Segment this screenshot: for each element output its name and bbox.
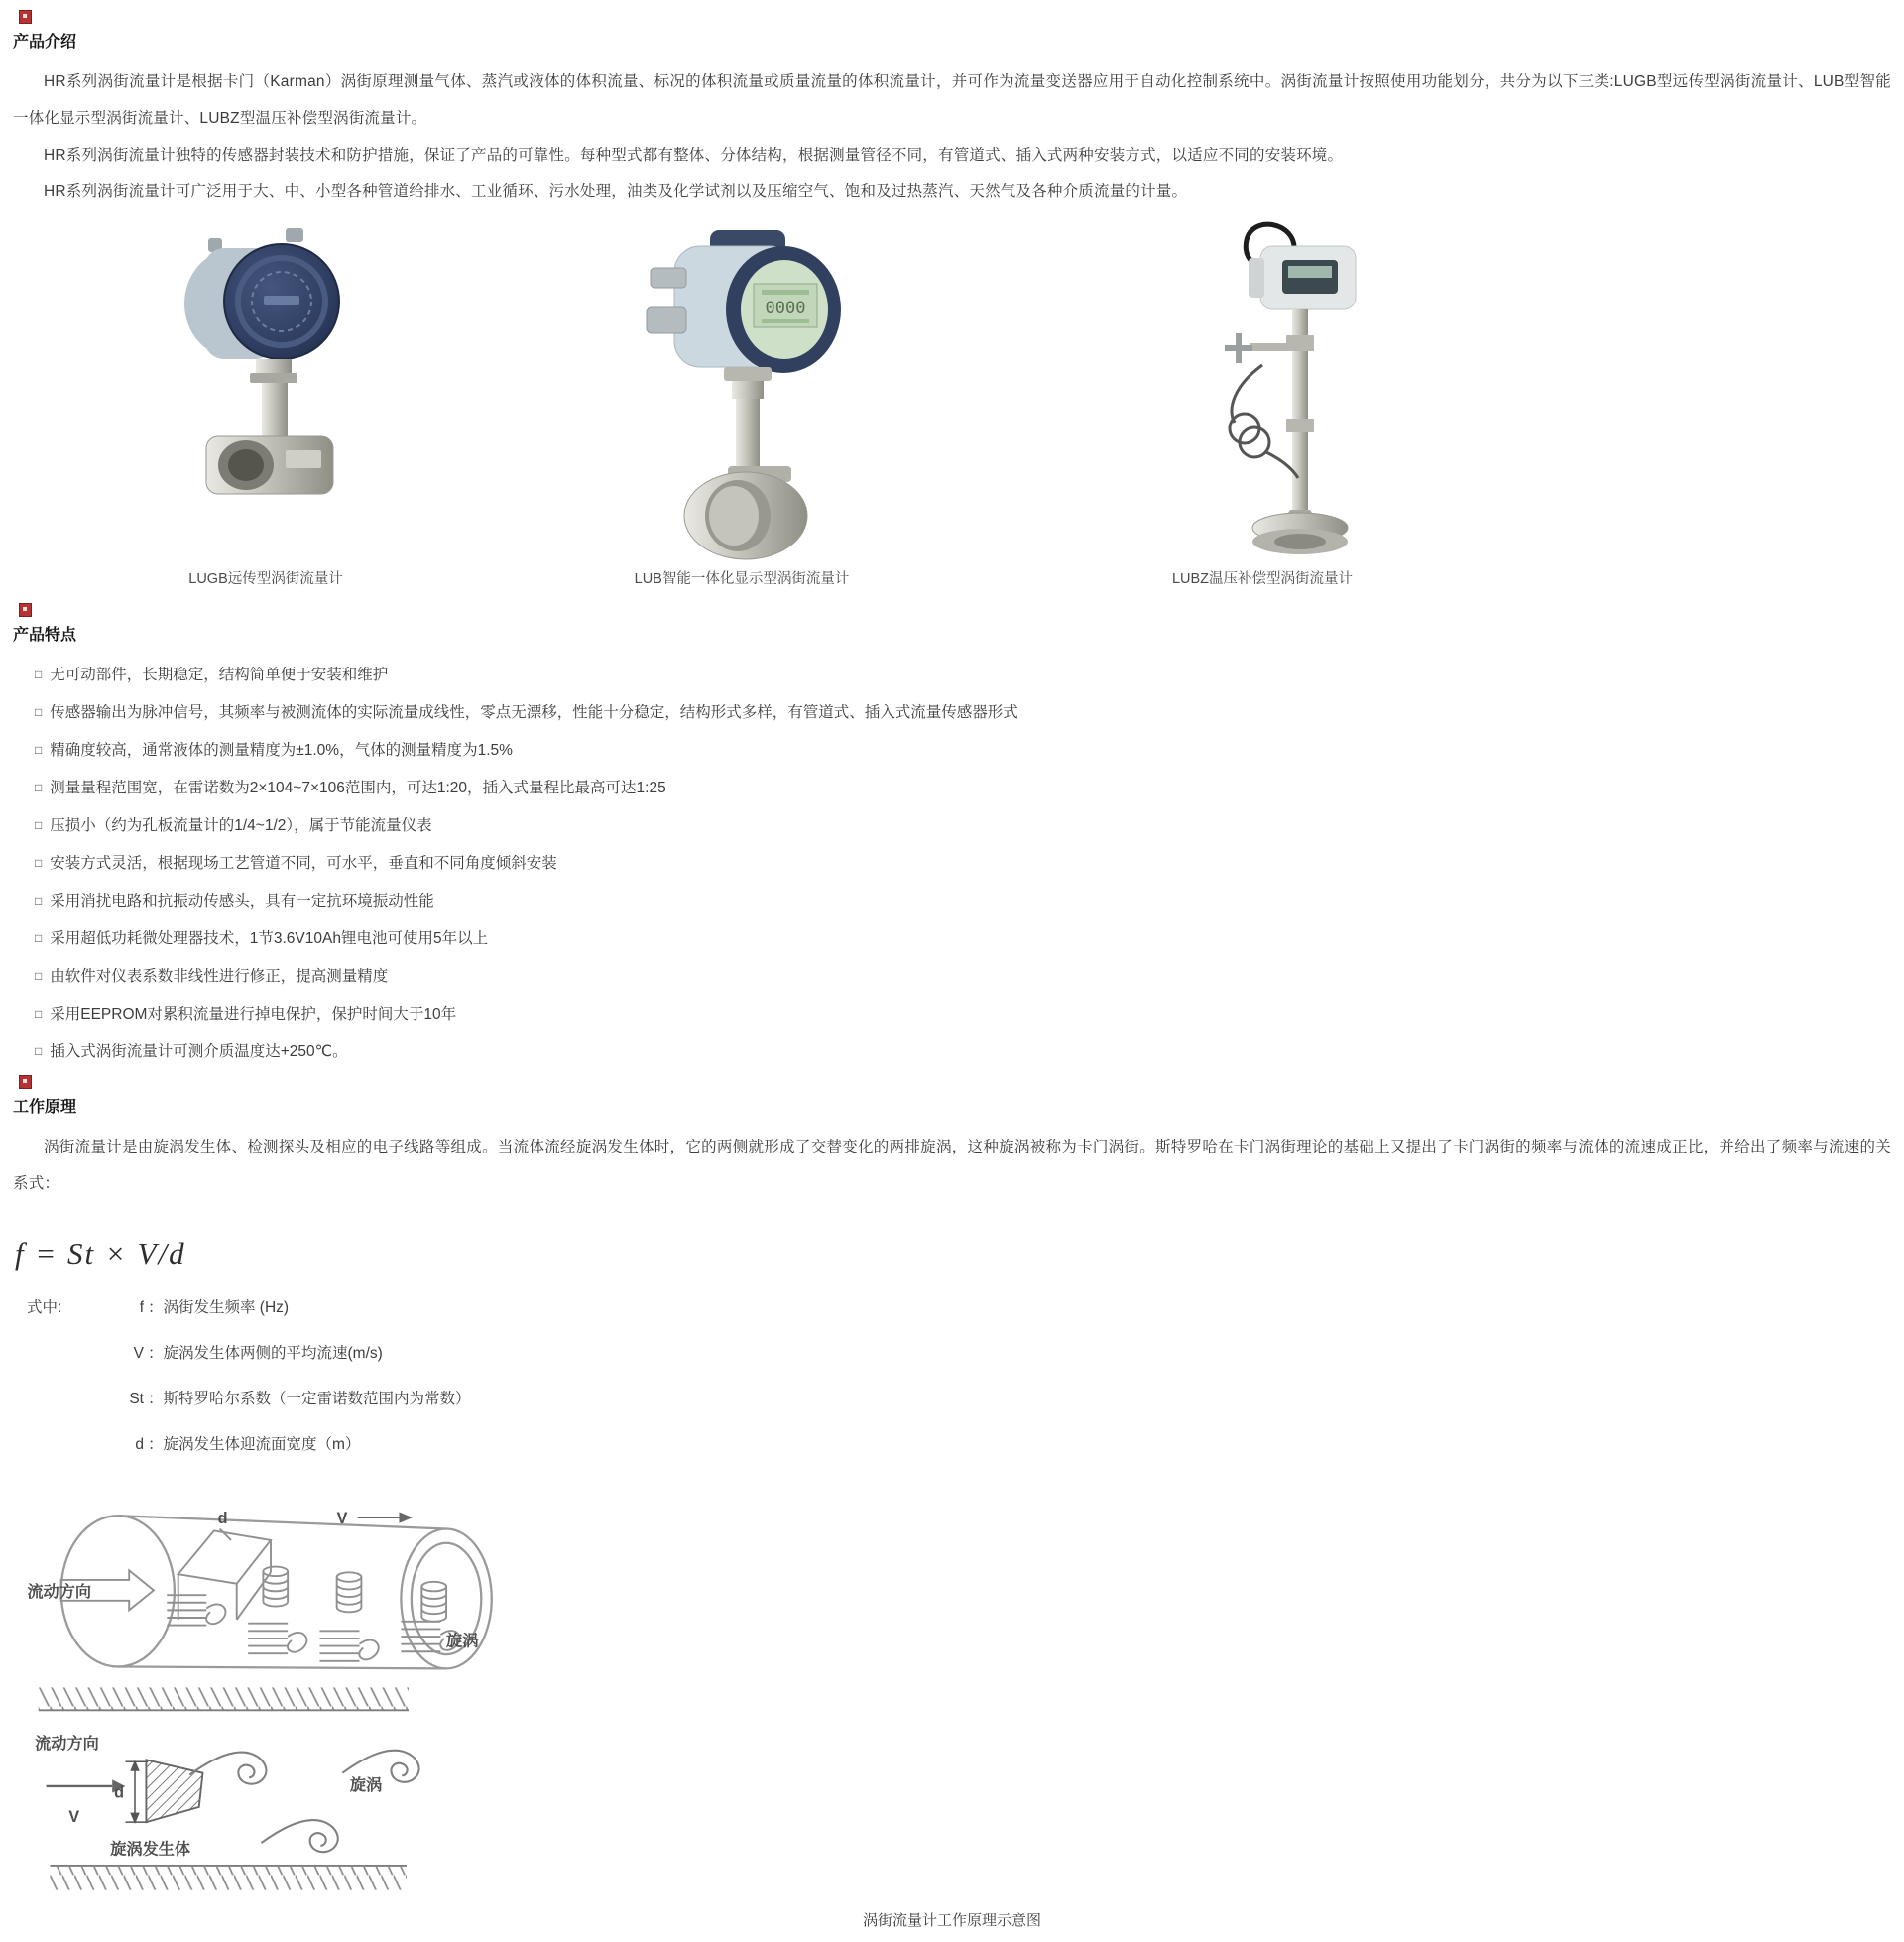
square-bullet-icon: □ <box>35 856 43 870</box>
term-desc: ：斯特罗哈尔系数（一定雷诺数范围内为常数） <box>148 1391 471 1407</box>
feature-item <box>13 694 1891 732</box>
intro-paragraph-2: HR系列涡街流量计独特的传感器封装技术和防护措施，保证了产品的可靠性。每种型式都有整体、分体结构，根据测量管径不同，有管道式、插入式两种安装方式，以适应不同的安装环境。 <box>44 147 1344 164</box>
lugb-flowmeter-image <box>147 218 385 496</box>
feature-text: 测量量程范围宽，在雷诺数为2×104~7×106范围内，可达1:20，插入式量程比最高可达1:25 <box>50 780 666 796</box>
feature-item <box>13 845 1891 883</box>
feature-text: 精确度较高，通常液体的测量精度为±1.0%，气体的测量精度为1.5% <box>50 742 513 759</box>
term-row <box>13 1343 1891 1389</box>
vortex-generator-diagram <box>13 1728 529 1902</box>
feature-item <box>13 770 1891 807</box>
red-marker-icon <box>19 603 32 617</box>
term-symbol: St <box>129 1391 144 1407</box>
term-symbol: f <box>139 1299 144 1316</box>
feature-item <box>13 920 1891 958</box>
feature-text: 采用超低功耗微处理器技术，1节3.6V10Ah锂电池可使用5年以上 <box>50 930 489 947</box>
velocity-v-label: V <box>336 1509 348 1527</box>
principle-paragraph: 涡街流量计是由旋涡发生体、检测探头及相应的电子线路等组成。当流体流经旋涡发生体时，它的两侧就形成了交替变化的两排旋涡，这种旋涡被称为卡门涡街。斯特罗哈在卡门涡街理论的基础上又提出了卡门涡街的频率与流体的流速成正比，并给出了频率与流速的关系式： <box>13 1139 1891 1192</box>
feature-text: 安装方式灵活，根据现场工艺管道不同，可水平，垂直和不同角度倾斜安装 <box>50 855 557 872</box>
width-d-label: d <box>217 1509 228 1527</box>
product-figure-lubz <box>1114 218 1411 589</box>
lub-image-box <box>593 218 891 563</box>
term-row <box>13 1297 1891 1343</box>
section-marker-row <box>19 603 1891 619</box>
feature-item <box>13 883 1891 920</box>
feature-text: 传感器输出为脉冲信号，其频率与被测流体的实际流量成线性，零点无漂移，性能十分稳定，结构形式多样，有管道式、插入式流量传感器形式 <box>50 704 1018 721</box>
product-figure-lugb <box>117 218 415 589</box>
diagram-caption: 涡街流量计工作原理示意图 <box>862 1912 1041 1929</box>
vortex-generator-shape <box>146 1760 202 1822</box>
vortex-label: 旋涡 <box>446 1632 479 1650</box>
term-desc: ：旋涡发生体两侧的平均流速(m/s) <box>148 1345 383 1362</box>
red-marker-icon <box>19 1075 32 1089</box>
term-row <box>13 1434 1891 1480</box>
vortex-spiral <box>261 1820 337 1852</box>
intro-paragraph-3: HR系列涡街流量计可广泛用于大、中、小型各种管道给排水、工业循环、污水处理，油类及化学试剂以及压缩空气、饱和及过热蒸汽、天然气及各种介质流量的计量。 <box>44 183 1188 200</box>
flow-direction-label: 流动方向 <box>35 1734 99 1753</box>
product-figure-lub <box>593 218 891 589</box>
square-bullet-icon: □ <box>35 668 43 681</box>
velocity-v-label: V <box>68 1808 80 1827</box>
section-marker-row <box>19 1075 1891 1091</box>
lugb-image-box <box>117 218 415 563</box>
lub-lcd-digits: 0000 <box>765 299 806 318</box>
flow-direction-label: 流动方向 <box>27 1583 92 1602</box>
lub-flowmeter-image <box>623 218 861 560</box>
intro-paragraph-1: HR系列涡街流量计是根据卡门（Karman）涡街原理测量气体、蒸汽或液体的体积流量、标况的体积流量或质量流量的体积流量计，并可作为流量变送器应用于自动化控制系统中。涡街流量计按照使用功能划分，共分为以下三类:LUGB型远传型涡街流量计、LUB型智能一体化显示型涡街流量计、LUBZ型温压补偿型涡街流量计。 <box>13 73 1891 127</box>
feature-item <box>13 657 1891 694</box>
feature-text: 采用消扰电路和抗振动传感头，具有一定抗环境振动性能 <box>50 893 434 910</box>
term-desc: ：涡街发生频率 (Hz) <box>148 1299 290 1316</box>
feature-item <box>13 1033 1891 1071</box>
square-bullet-icon: □ <box>35 1007 43 1021</box>
feature-text: 插入式涡街流量计可测介质温度达+250℃。 <box>50 1043 348 1060</box>
feature-item <box>13 807 1891 845</box>
formula-terms <box>13 1297 1891 1480</box>
term-symbol: d <box>135 1436 144 1453</box>
lugb-caption: LUGB远传型涡街流量计 <box>188 571 343 587</box>
feature-text: 压损小（约为孔板流量计的1/4~1/2），属于节能流量仪表 <box>50 817 432 834</box>
feature-text: 无可动部件，长期稳定，结构简单便于安装和维护 <box>50 667 389 683</box>
intro-heading: 产品介绍 <box>13 34 77 51</box>
lubz-caption: LUBZ温压补偿型涡街流量计 <box>1171 571 1354 587</box>
principle-heading: 工作原理 <box>13 1099 77 1116</box>
square-bullet-icon: □ <box>35 743 43 757</box>
section-marker-row <box>19 10 1891 26</box>
feature-item <box>13 732 1891 770</box>
term-symbol: V <box>133 1345 144 1362</box>
feature-text: 采用EEPROM对累积流量进行掉电保护，保护时间大于10年 <box>50 1006 457 1023</box>
vortex-generator-label: 旋涡发生体 <box>110 1840 191 1859</box>
width-d-label: d <box>114 1783 124 1802</box>
feature-item <box>13 958 1891 996</box>
square-bullet-icon: □ <box>35 969 43 983</box>
red-marker-icon <box>19 10 32 24</box>
square-bullet-icon: □ <box>35 705 43 719</box>
features-heading: 产品特点 <box>13 627 77 644</box>
square-bullet-icon: □ <box>35 781 43 794</box>
lub-caption: LUB智能一体化显示型涡街流量计 <box>634 571 850 587</box>
term-row <box>13 1389 1891 1434</box>
lubz-flowmeter-image <box>1143 218 1381 560</box>
strouhal-formula: f = St × V/d <box>15 1236 186 1271</box>
vortex-pipe-diagram <box>13 1480 529 1716</box>
feature-text: 由软件对仪表系数非线性进行修正，提高测量精度 <box>50 968 389 985</box>
terms-label: 式中: <box>27 1299 62 1316</box>
feature-item <box>13 996 1891 1033</box>
lubz-image-box <box>1114 218 1411 563</box>
square-bullet-icon: □ <box>35 818 43 832</box>
square-bullet-icon: □ <box>35 931 43 945</box>
vortex-label: 旋涡 <box>349 1775 383 1794</box>
term-desc: ：旋涡发生体迎流面宽度（m） <box>148 1436 361 1453</box>
square-bullet-icon: □ <box>35 1044 43 1058</box>
square-bullet-icon: □ <box>35 894 43 908</box>
product-image-row <box>13 218 1891 589</box>
